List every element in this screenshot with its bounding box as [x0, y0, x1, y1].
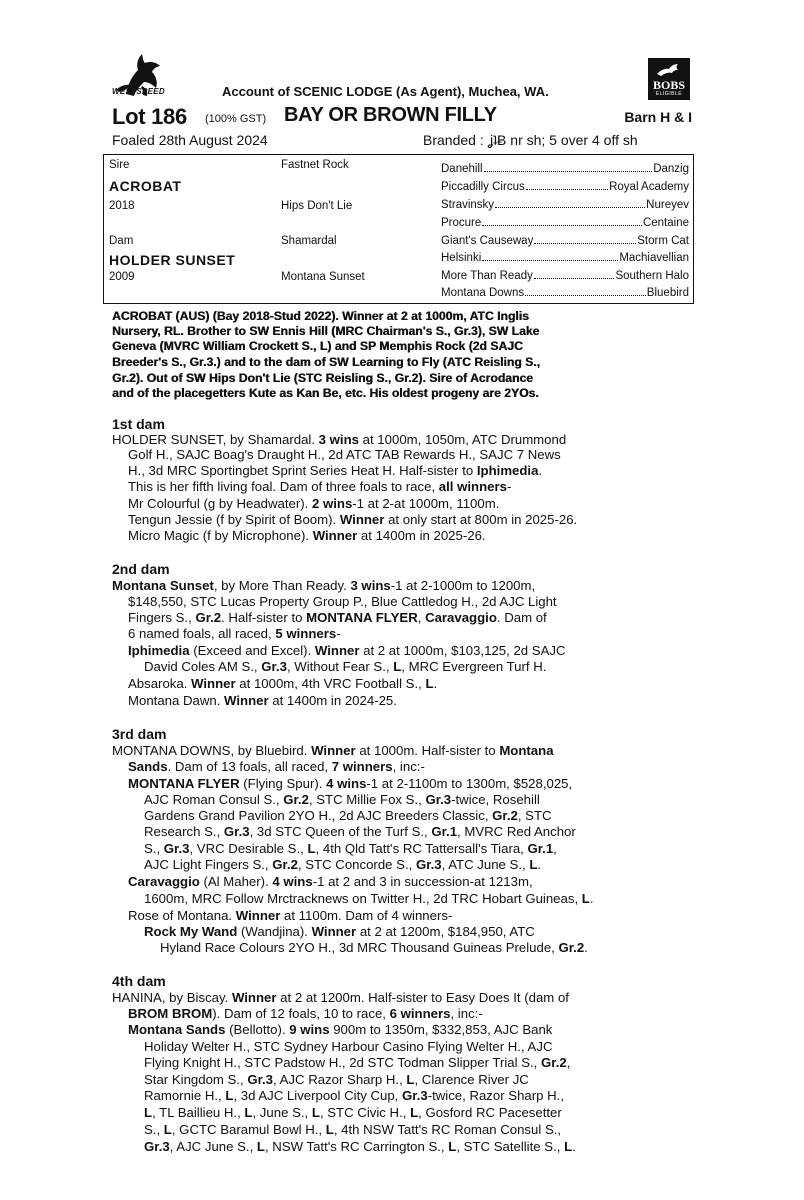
text-line: Flying Knight H., STC Padstow H., 2d STC Todman Slipper Trial S., Gr.2, — [144, 1055, 571, 1070]
bobs-title: BOBS — [652, 78, 685, 92]
text-line: $148,550, STC Lucas Property Group P., Blue Cattledog H., 2d AJC Light — [128, 594, 557, 609]
dam-sire: Shamardal — [281, 235, 337, 247]
summary-line: Nursery, RL. Brother to SW Ennis Hill (MRC Chairman's S., Gr.3), SW Lake — [112, 324, 540, 338]
text-line: HANINA, by Biscay. Winner at 2 at 1200m. Half-sister to Easy Does It (dam of — [112, 990, 569, 1005]
section-heading: 1st dam — [112, 416, 165, 432]
gen3-sire: Royal Academy — [609, 181, 689, 193]
gen3-row — [441, 163, 689, 175]
text-line: Golf H., SAJC Boag's Draught H., 2d ATC TAB Rewards H., SAJC 7 News — [128, 447, 561, 462]
text-line: Ramornie H., L, 3d AJC Liverpool City Cup, Gr.3-twice, Razor Sharp H., — [144, 1088, 564, 1103]
section-heading: 4th dam — [112, 973, 166, 989]
westspeed-logo-text: WESTSPEED — [112, 87, 165, 96]
text-line: 1600m, MRC Follow Mrctracknews on Twitter H., 2d TRC Hobart Guineas, L. — [144, 891, 594, 906]
text-line: MONTANA FLYER (Flying Spur). 4 wins-1 at 2-1100m to 1300m, $528,025, — [128, 776, 573, 791]
summary-line: ACROBAT (AUS) (Bay 2018-Stud 2022). Winner at 2 at 1000m, ATC Inglis — [112, 309, 529, 323]
gen3-sire: Southern Halo — [615, 270, 689, 282]
gen3-ancestor: More Than Ready — [441, 270, 533, 282]
text-line: Star Kingdom S., Gr.3, AJC Razor Sharp H., L, Clarence River JC — [144, 1072, 529, 1087]
summary-line: Breeder's S., Gr.3.) and to the dam of SW Learning to Fly (ATC Reisling S., — [112, 355, 540, 369]
gen3-ancestor: Helsinki — [441, 252, 482, 264]
gen3-ancestor: Danehill — [441, 163, 483, 175]
gen3-row — [441, 181, 689, 193]
gen3-sire: Nureyev — [646, 199, 689, 211]
gen3-ancestor: Stravinsky — [441, 199, 495, 211]
gen3-ancestor: Giant's Causeway — [441, 235, 534, 247]
text-line: S., Gr.3, VRC Desirable S., L, 4th Qld Tatt's RC Tattersall's Tiara, Gr.1, — [144, 841, 557, 856]
lot-number: Lot 186 — [112, 104, 187, 129]
text-line: Hyland Race Colours 2YO H., 3d MRC Thousand Guineas Prelude, Gr.2. — [160, 940, 588, 955]
gen3-row — [441, 235, 689, 247]
text-line: AJC Roman Consul S., Gr.2, STC Millie Fox S., Gr.3-twice, Rosehill — [144, 792, 540, 807]
dam-dam: Montana Sunset — [281, 271, 365, 283]
gen3-sire: Machiavellian — [619, 252, 689, 264]
text-line: Caravaggio (Al Maher). 4 wins-1 at 2 and 3 in succession-at 1213m, — [128, 874, 533, 889]
foaled-date: Foaled 28th August 2024 — [112, 132, 268, 148]
gen3-row — [441, 199, 689, 211]
sire-year: 2018 — [109, 200, 135, 212]
dam-label: Dam — [109, 235, 134, 247]
bobs-eligible-badge — [648, 58, 690, 100]
text-line: Montana Sunset, by More Than Ready. 3 wins-1 at 2-1000m to 1200m, — [112, 578, 536, 593]
text-line: L, TL Baillieu H., L, June S., L, STC Civic H., L, Gosford RC Pacesetter — [144, 1105, 562, 1120]
gen3-row — [441, 217, 689, 229]
sire-sire: Fastnet Rock — [281, 159, 349, 171]
text-line: Micro Magic (f by Microphone). Winner at 1400m in 2025-26. — [128, 528, 486, 543]
text-line: HOLDER SUNSET, by Shamardal. 3 wins at 1000m, 1050m, ATC Drummond — [112, 432, 567, 447]
gen3-sire: Centaine — [642, 217, 689, 229]
section-heading: 2nd dam — [112, 561, 170, 577]
pedigree-table — [103, 154, 694, 304]
bobs-subtitle: ELIGIBLE — [655, 91, 683, 97]
gen3-sire: Danzig — [653, 163, 689, 175]
gst-note: (100% GST) — [205, 113, 267, 125]
gen3-row — [441, 270, 689, 282]
text-line: Fingers S., Gr.2. Half-sister to MONTANA FLYER, Caravaggio. Dam of — [128, 610, 547, 625]
text-line: BROM BROM). Dam of 12 foals, 10 to race, 6 winners, inc:- — [128, 1006, 483, 1021]
text-line: S., L, GCTC Baramul Bowl H., L, 4th NSW Tatt's RC Roman Consul S., — [144, 1122, 562, 1137]
text-line: H., 3d MRC Sportingbet Sprint Series Heat H. Half-sister to Iphimedia. — [128, 463, 543, 478]
text-line: Rose of Montana. Winner at 1100m. Dam of 4 winners- — [128, 908, 453, 923]
sire-dam: Hips Don't Lie — [281, 200, 353, 212]
section-heading: 3rd dam — [112, 726, 167, 742]
text-line: Holiday Welter H., STC Sydney Harbour Casino Flying Welter H., AJC — [144, 1039, 553, 1054]
gen3-ancestor: Piccadilly Circus — [441, 181, 525, 193]
text-line: MONTANA DOWNS, by Bluebird. Winner at 1000m. Half-sister to Montana — [112, 743, 554, 758]
text-line: Montana Dawn. Winner at 1400m in 2024-25. — [128, 693, 397, 708]
text-line: Absaroka. Winner at 1000m, 4th VRC Football S., L. — [128, 676, 438, 691]
text-line: David Coles AM S., Gr.3, Without Fear S., L, MRC Evergreen Turf H. — [144, 659, 547, 674]
text-line: Gardens Grand Pavilion 2YO H., 2d AJC Breeders Classic, Gr.2, STC — [144, 808, 552, 823]
text-line: Rock My Wand (Wandjina). Winner at 2 at 1200m, $184,950, ATC — [144, 924, 535, 939]
text-line: Tengun Jessie (f by Spirit of Boom). Winner at only start at 800m in 2025-26. — [128, 512, 578, 527]
dam-name: HOLDER SUNSET — [109, 252, 236, 268]
lot-line — [112, 104, 692, 130]
text-line: Iphimedia (Exceed and Excel). Winner at 2 at 1000m, $103,125, 2d SAJC — [128, 643, 566, 658]
gen3-ancestor: Procure — [441, 217, 482, 229]
text-line: Montana Sands (Bellotto). 9 wins 900m to 1350m, $332,853, AJC Bank — [128, 1022, 553, 1037]
text-line: This is her fifth living foal. Dam of three foals to race, all winners- — [128, 479, 512, 494]
sire-label: Sire — [109, 159, 130, 171]
gen3-ancestor: Montana Downs — [441, 287, 525, 299]
summary-line: Geneva (MVRC William Crockett S., L) and SP Memphis Rock (2d SAJC — [112, 339, 523, 353]
text-line: AJC Light Fingers S., Gr.2, STC Concorde S., Gr.3, ATC June S., L. — [144, 857, 542, 872]
vendor-account: Account of SCENIC LODGE (As Agent), Muchea, WA. — [222, 84, 549, 99]
bobs-horse-icon — [655, 62, 683, 78]
barn-location: Barn H & I — [624, 109, 692, 125]
gen3-sire: Bluebird — [646, 287, 689, 299]
text-line: Research S., Gr.3, 3d STC Queen of the Turf S., Gr.1, MVRC Red Anchor — [144, 824, 576, 839]
dam-year: 2009 — [109, 271, 135, 283]
gen3-row — [441, 252, 689, 264]
text-line: Mr Colourful (g by Headwater). 2 wins-1 at 2-at 1000m, 1100m. — [128, 496, 500, 511]
summary-line: Gr.2). Out of SW Hips Don't Lie (STC Reisling S., Gr.2). Sire of Acrodance — [112, 371, 533, 385]
text-line: 6 named foals, all raced, 5 winners- — [128, 626, 341, 641]
text-line: Sands. Dam of 13 foals, all raced, 7 winners, inc:- — [128, 759, 425, 774]
brand-marks: Branded : ʝʇɃ nr sh; 5 over 4 off sh — [423, 132, 638, 148]
gen3-row — [441, 287, 689, 299]
sire-name: ACROBAT — [109, 178, 182, 194]
sire-summary — [112, 309, 690, 403]
gen3-sire: Storm Cat — [637, 235, 689, 247]
horse-description: BAY OR BROWN FILLY — [284, 104, 497, 126]
text-line: Gr.3, AJC June S., L, NSW Tatt's RC Carrington S., L, STC Satellite S., L. — [144, 1139, 576, 1154]
summary-line: and of the placegetters Kute as Kan Be, etc. His oldest progeny are 2YOs. — [112, 386, 539, 400]
